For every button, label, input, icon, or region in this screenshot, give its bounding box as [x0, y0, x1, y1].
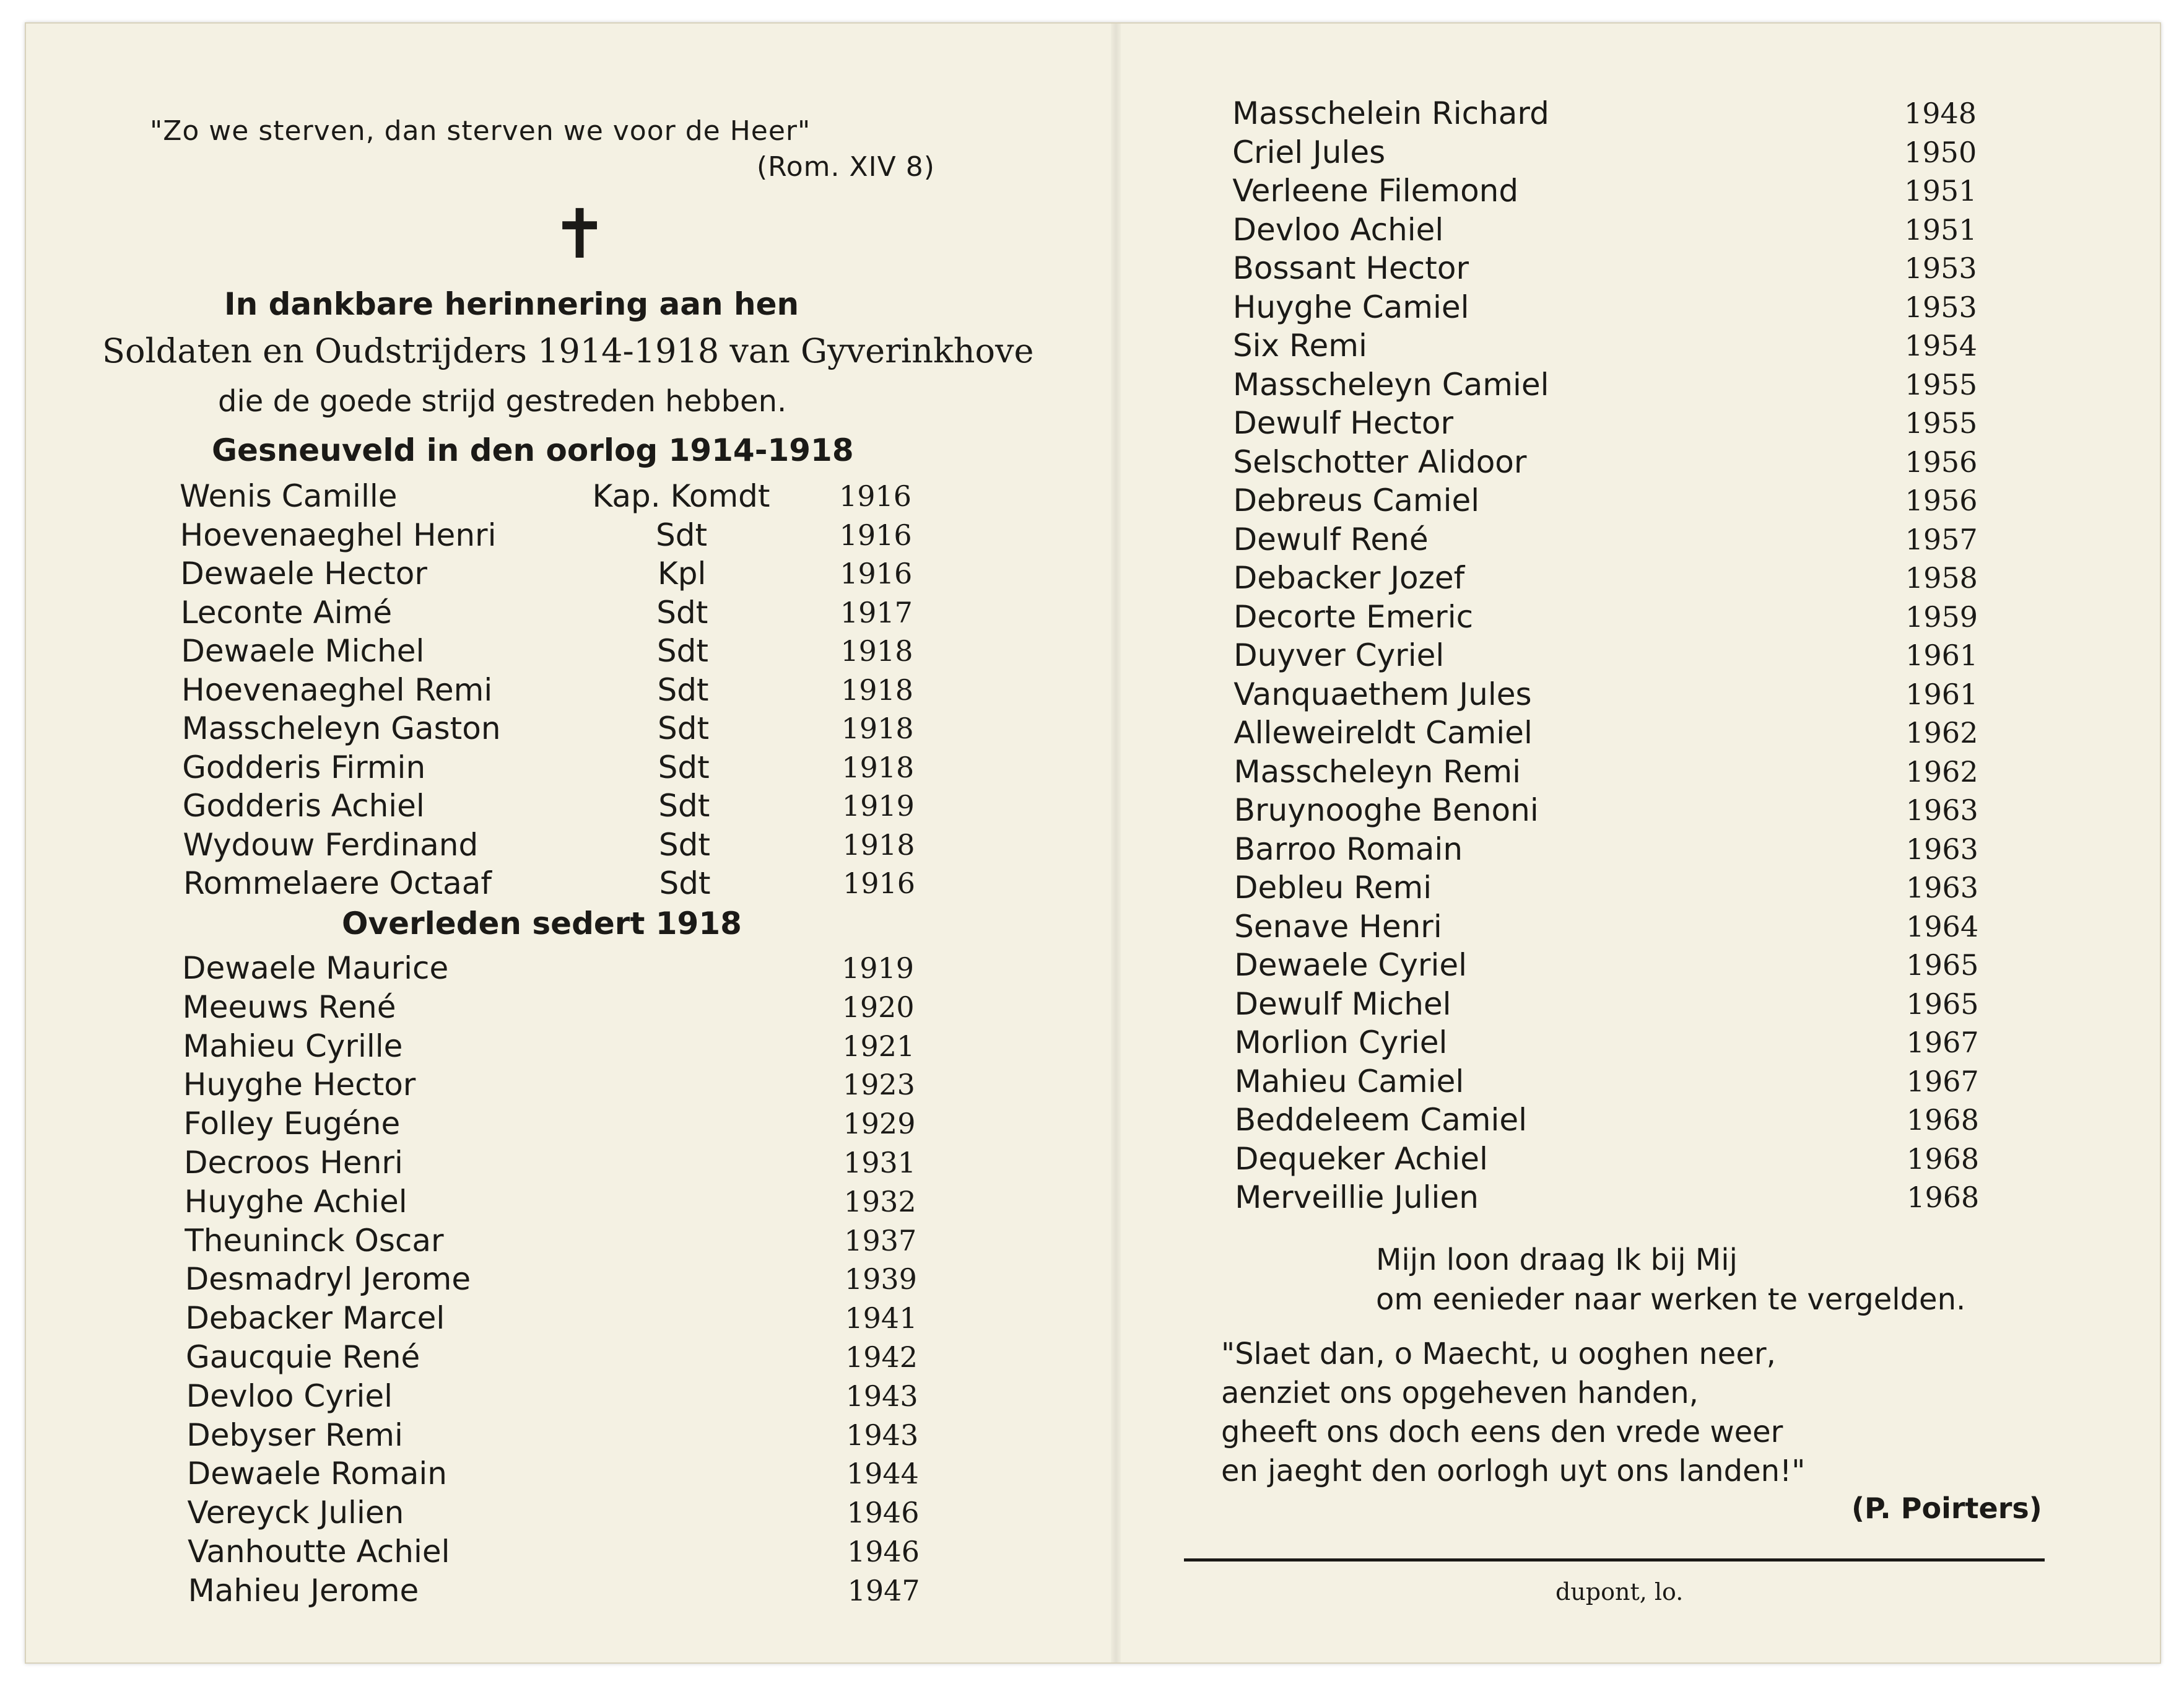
fallen-soldier-row	[183, 787, 926, 825]
card-fold	[1111, 24, 1121, 1662]
death-year: 1947	[847, 1573, 920, 1607]
memorial-card	[25, 22, 2161, 1664]
death-year: 1916	[843, 867, 916, 900]
person-name: Godderis Firmin	[182, 749, 426, 785]
death-year: 1917	[840, 595, 913, 629]
person-name: Bruynooghe Benoni	[1233, 792, 1539, 828]
person-name: Alleweireldt Camiel	[1233, 715, 1533, 751]
military-rank: Sdt	[658, 710, 710, 746]
deceased-row	[1234, 753, 1977, 791]
deceased-row	[1233, 520, 1977, 559]
death-year: 1937	[844, 1223, 917, 1257]
person-name: Devloo Achiel	[1232, 211, 1444, 248]
death-year: 1918	[840, 634, 913, 668]
death-year: 1954	[1904, 329, 1977, 362]
fallen-soldier-row	[181, 593, 924, 632]
death-year: 1964	[1906, 909, 1979, 943]
death-year: 1943	[845, 1379, 918, 1413]
death-year: 1942	[845, 1340, 918, 1374]
deceased-row	[188, 1571, 931, 1610]
deceased-row	[1233, 559, 1977, 597]
death-year: 1963	[1905, 832, 1978, 866]
person-name: Devloo Cyriel	[186, 1378, 393, 1414]
deceased-row	[188, 1532, 931, 1571]
person-name: Bossant Hector	[1232, 250, 1469, 286]
person-name: Dewulf Hector	[1233, 405, 1454, 441]
section-fallen-title: Gesneuveld in den oorlog 1914-1918	[212, 432, 854, 468]
fallen-soldier-row	[180, 516, 923, 554]
person-name: Masscheleyn Remi	[1233, 753, 1521, 790]
person-name: Dewulf René	[1233, 521, 1429, 557]
death-year: 1959	[1905, 600, 1978, 634]
good-fight-line: die de goede strijd gestreden hebben.	[218, 384, 787, 419]
death-year: 1968	[1907, 1142, 1980, 1176]
death-year: 1963	[1905, 793, 1978, 827]
person-name: Dewaele Hector	[180, 556, 427, 592]
deceased-row	[1234, 985, 1977, 1023]
closing-line-1: Mijn loon draag Ik bij Mij	[1376, 1243, 1738, 1277]
person-name: Masscheleyn Gaston	[181, 710, 501, 746]
person-name: Huyghe Camiel	[1232, 289, 1469, 325]
person-name: Leconte Aimé	[180, 594, 393, 631]
fallen-soldier-row	[181, 632, 924, 670]
person-name: Barroo Romain	[1233, 831, 1463, 867]
deceased-row	[1235, 1062, 1978, 1101]
deceased-row	[1233, 481, 1977, 520]
deceased-row	[1233, 598, 1977, 636]
soldiers-line: Soldaten en Oudstrijders 1914-1918 van Gyverinkhove	[102, 331, 1034, 370]
death-year: 1951	[1904, 174, 1977, 207]
death-year: 1944	[846, 1457, 919, 1491]
death-year: 1941	[845, 1301, 918, 1335]
person-name: Beddeleem Camiel	[1234, 1102, 1528, 1138]
deceased-row	[1233, 326, 1976, 365]
person-name: Hoevenaeghel Remi	[181, 671, 493, 708]
death-year: 1919	[842, 789, 915, 823]
death-year: 1953	[1904, 251, 1977, 285]
deceased-row	[182, 949, 925, 987]
deceased-row	[185, 1221, 928, 1260]
person-name: Huyghe Achiel	[184, 1183, 407, 1220]
deceased-row	[186, 1416, 929, 1454]
death-year: 1918	[841, 673, 914, 707]
person-name: Desmadryl Jerome	[185, 1261, 471, 1298]
person-name: Theuninck Oscar	[185, 1222, 444, 1259]
military-rank: Sdt	[656, 517, 708, 553]
person-name: Morlion Cyriel	[1234, 1024, 1448, 1060]
death-year: 1968	[1906, 1103, 1979, 1137]
divider-line	[1184, 1558, 2045, 1562]
deceased-row	[183, 1104, 926, 1143]
person-name: Godderis Achiel	[182, 788, 425, 824]
person-name: Debleu Remi	[1234, 870, 1432, 906]
deceased-row	[1235, 1023, 1978, 1062]
military-rank: Sdt	[659, 865, 711, 901]
quote-reference: (Rom. XIV 8)	[757, 151, 935, 183]
death-year: 1950	[1904, 135, 1977, 169]
closing-line-2: om eenieder naar werken te vergelden.	[1376, 1282, 1966, 1317]
deceased-row	[1232, 133, 1975, 172]
fallen-soldier-row	[181, 671, 925, 709]
death-year: 1968	[1907, 1181, 1980, 1214]
person-name: Verleene Filemond	[1232, 173, 1519, 209]
death-year: 1918	[842, 750, 915, 784]
person-name: Senave Henri	[1234, 908, 1442, 945]
person-name: Hoevenaeghel Henri	[180, 517, 497, 553]
military-rank: Sdt	[656, 633, 708, 669]
military-rank: Kpl	[657, 556, 707, 592]
person-name: Gaucquie René	[186, 1339, 420, 1375]
death-year: 1955	[1905, 367, 1978, 401]
deceased-row	[183, 1065, 926, 1104]
deceased-row	[1233, 675, 1977, 714]
person-name: Meeuws René	[182, 989, 396, 1025]
person-name: Rommelaere Octaaf	[183, 865, 492, 901]
death-year: 1967	[1906, 1026, 1979, 1059]
death-year: 1916	[839, 479, 912, 513]
military-rank: Sdt	[656, 594, 708, 631]
person-name: Decroos Henri	[184, 1145, 403, 1181]
fallen-soldier-row	[183, 826, 926, 864]
deceased-row	[1234, 907, 1977, 946]
death-year: 1958	[1905, 561, 1978, 595]
person-name: Wenis Camille	[180, 478, 398, 514]
printer-mark: dupont, lo.	[1555, 1578, 1684, 1605]
military-rank: Sdt	[658, 749, 710, 785]
deceased-row	[1233, 714, 1977, 752]
deceased-row	[1233, 288, 1976, 326]
deceased-row	[183, 1027, 926, 1065]
death-year: 1920	[842, 990, 915, 1024]
death-year: 1956	[1905, 445, 1978, 479]
person-name: Selschotter Alidoor	[1233, 443, 1527, 480]
person-name: Mahieu Jerome	[188, 1572, 419, 1609]
fallen-soldier-row	[183, 864, 926, 902]
person-name: Debacker Jozef	[1233, 560, 1465, 596]
person-name: Debacker Marcel	[185, 1300, 445, 1337]
deceased-row	[1234, 791, 1977, 829]
death-year: 1953	[1904, 290, 1977, 324]
death-year: 1962	[1905, 716, 1978, 749]
person-name: Six Remi	[1232, 328, 1367, 364]
death-year: 1955	[1905, 406, 1978, 440]
person-name: Folley Eugéne	[183, 1106, 401, 1142]
person-name: Decorte Emeric	[1233, 598, 1474, 635]
deceased-row	[1233, 443, 1976, 481]
deceased-row	[186, 1377, 929, 1415]
person-name: Mahieu Cyrille	[183, 1028, 403, 1064]
death-year: 1961	[1905, 677, 1978, 711]
person-name: Criel Jules	[1232, 134, 1386, 170]
death-year: 1956	[1905, 484, 1978, 517]
deceased-row	[186, 1338, 929, 1376]
person-name: Merveillie Julien	[1235, 1179, 1479, 1215]
fallen-soldier-row	[182, 709, 925, 748]
deceased-row	[1235, 1101, 1978, 1139]
person-name: Dewulf Michel	[1234, 985, 1451, 1022]
death-year: 1946	[847, 1535, 920, 1568]
military-rank: Sdt	[658, 788, 710, 824]
person-name: Mahieu Camiel	[1234, 1063, 1464, 1099]
death-year: 1965	[1906, 987, 1979, 1021]
deceased-row	[183, 988, 926, 1026]
poem-line-3: gheeft ons doch eens den vrede weer	[1221, 1415, 1783, 1449]
poem-author: (P. Poirters)	[1851, 1492, 2042, 1525]
death-year: 1967	[1906, 1064, 1979, 1098]
deceased-row	[1232, 211, 1975, 249]
deceased-row	[1232, 94, 1975, 133]
deceased-row	[1234, 868, 1977, 907]
death-year: 1951	[1904, 212, 1977, 247]
person-name: Vereyck Julien	[187, 1495, 404, 1531]
person-name: Dequeker Achiel	[1235, 1140, 1488, 1177]
deceased-row	[1233, 249, 1976, 287]
death-year: 1929	[843, 1107, 916, 1141]
death-year: 1946	[846, 1496, 920, 1530]
person-name: Debyser Remi	[186, 1417, 403, 1453]
death-year: 1932	[843, 1184, 916, 1218]
person-name: Debreus Camiel	[1233, 483, 1480, 518]
person-name: Dewaele Cyriel	[1234, 947, 1468, 983]
fallen-soldier-row	[180, 477, 923, 515]
death-year: 1921	[842, 1029, 915, 1063]
death-year: 1957	[1905, 522, 1978, 556]
death-year: 1965	[1906, 948, 1979, 982]
person-name: Duyver Cyriel	[1233, 637, 1445, 673]
death-year: 1963	[1906, 871, 1979, 904]
person-name: Dewaele Romain	[186, 1456, 447, 1492]
person-name: Wydouw Ferdinand	[183, 826, 479, 863]
death-year: 1923	[842, 1068, 915, 1102]
person-name: Dewaele Michel	[181, 633, 425, 669]
person-name: Vanquaethem Jules	[1233, 676, 1532, 712]
person-name: Masschelein Richard	[1232, 95, 1549, 131]
poem-line-4: en jaeght den oorlogh uyt ons landen!"	[1221, 1454, 1806, 1488]
person-name: Vanhoutte Achiel	[188, 1534, 450, 1570]
opening-quote: "Zo we sterven, dan sterven we voor de Heer"	[150, 115, 811, 147]
deceased-row	[1233, 365, 1976, 404]
dedication-line: In dankbare herinnering aan hen	[224, 286, 799, 322]
person-name: Huyghe Hector	[183, 1067, 416, 1103]
deceased-row	[185, 1299, 928, 1337]
death-year: 1939	[844, 1262, 917, 1296]
death-year: 1919	[842, 951, 915, 985]
death-year: 1916	[839, 518, 912, 552]
deceased-row	[187, 1454, 930, 1493]
poem-line-2: aenziet ons opgeheven handen,	[1221, 1376, 1699, 1410]
deceased-row	[1235, 1178, 1978, 1216]
death-year: 1948	[1904, 97, 1977, 130]
military-rank: Sdt	[658, 826, 710, 863]
deceased-row	[185, 1182, 928, 1221]
cross-icon: ✝	[551, 194, 609, 274]
poem-line-1: "Slaet dan, o Maecht, u ooghen neer,	[1221, 1337, 1776, 1371]
deceased-row	[185, 1260, 928, 1298]
deceased-row	[1232, 172, 1975, 210]
deceased-row	[1233, 636, 1977, 675]
person-name: Masscheleyn Camiel	[1233, 366, 1549, 403]
deceased-row	[1234, 830, 1977, 868]
deceased-row	[1235, 1140, 1978, 1178]
death-year: 1943	[846, 1418, 919, 1452]
deceased-row	[1233, 404, 1976, 442]
deceased-row	[187, 1493, 930, 1532]
death-year: 1916	[840, 557, 913, 590]
fallen-soldier-row	[180, 554, 923, 593]
deceased-row	[1234, 946, 1977, 984]
person-name: Dewaele Maurice	[182, 950, 449, 986]
death-year: 1931	[843, 1146, 916, 1179]
death-year: 1962	[1905, 754, 1978, 788]
military-rank: Sdt	[657, 671, 709, 708]
death-year: 1961	[1905, 639, 1978, 672]
military-rank: Kap. Komdt	[592, 478, 770, 514]
fallen-soldier-row	[182, 748, 925, 787]
section-deceased-title: Overleden sedert 1918	[342, 906, 742, 941]
deceased-row	[184, 1143, 927, 1182]
death-year: 1918	[842, 828, 915, 862]
death-year: 1918	[841, 712, 914, 745]
